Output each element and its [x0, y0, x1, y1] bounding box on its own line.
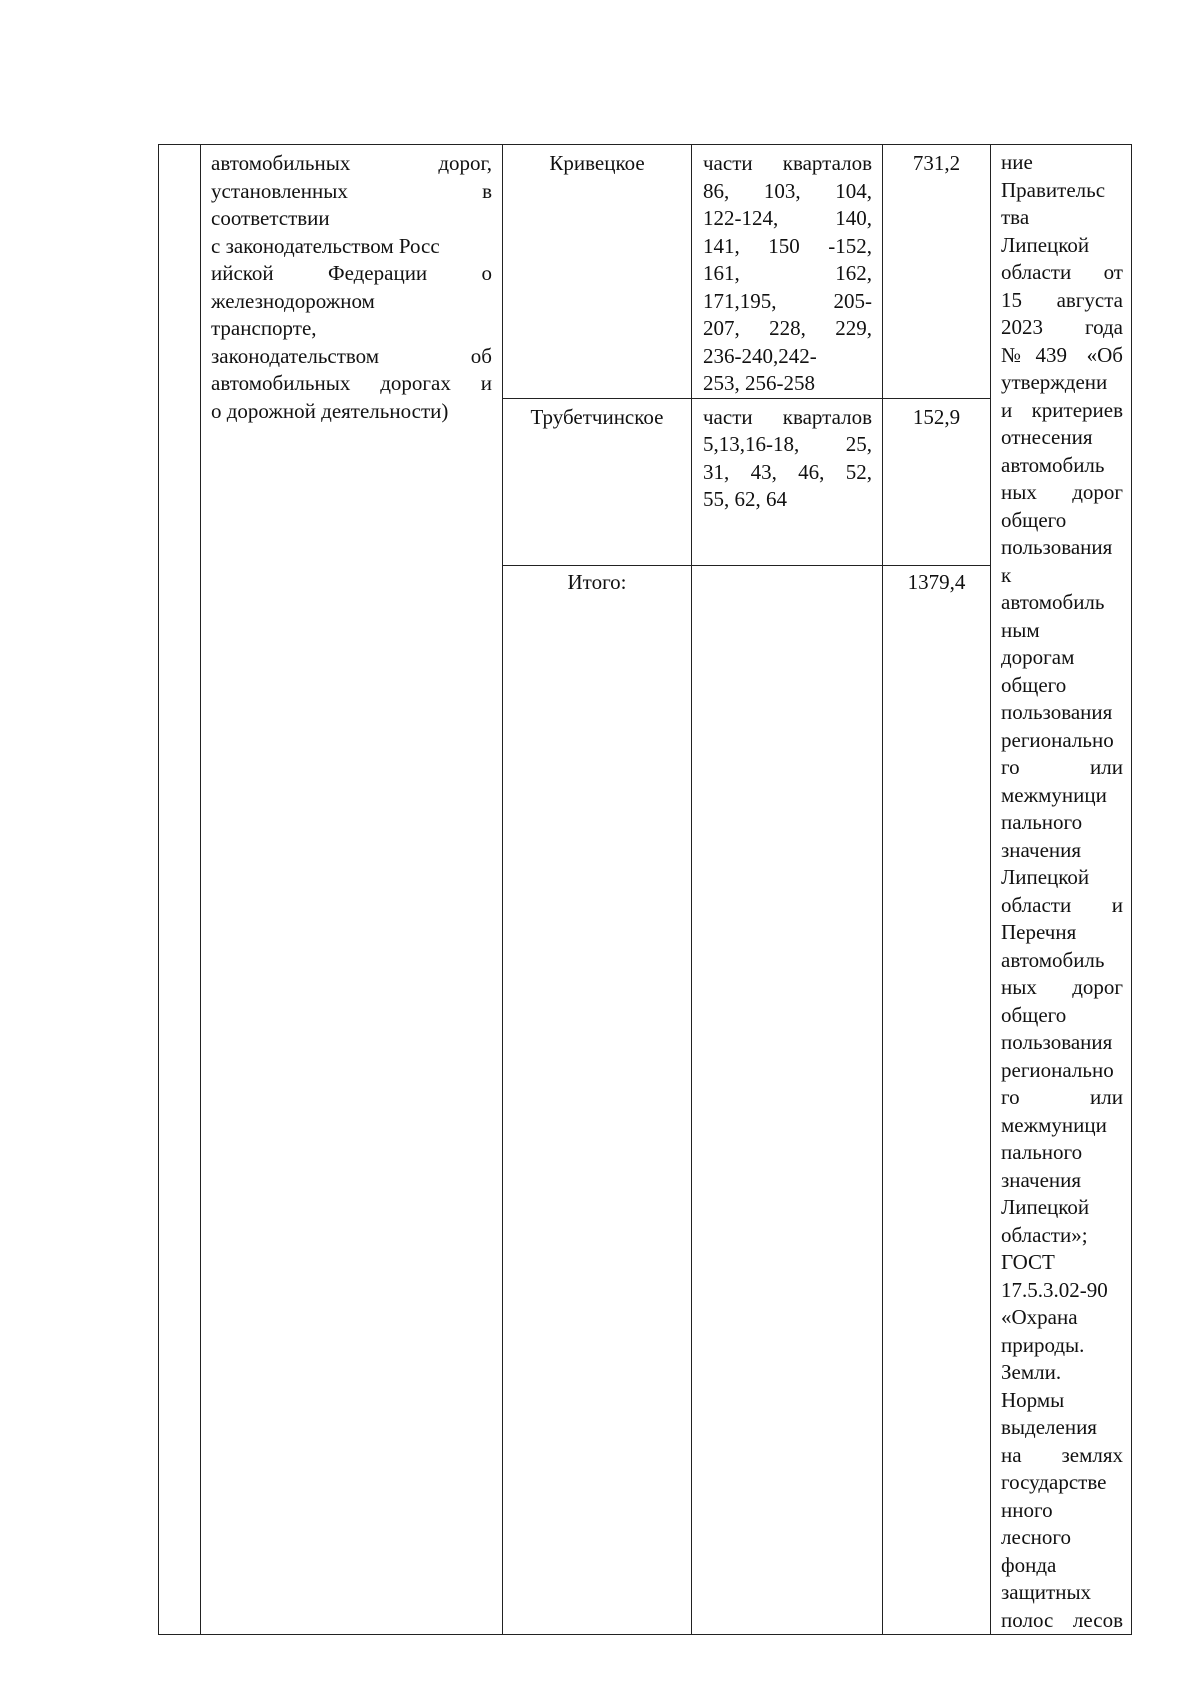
- quarters-line: 122-124, 140,: [703, 206, 872, 230]
- basis-line: значения: [1001, 837, 1082, 862]
- total-value: 1379,4: [907, 569, 966, 594]
- area-cell: [883, 398, 991, 565]
- forestry-name: Трубетчинское: [530, 404, 664, 429]
- quarters-line: 171,195, 205-: [703, 288, 872, 313]
- basis-line: лесного: [1001, 1525, 1071, 1549]
- quarters-line: 86, 103, 104,: [703, 178, 872, 203]
- basis-line: пального: [1001, 810, 1083, 834]
- description-cell: [201, 145, 503, 1635]
- forestry-cell: [503, 145, 692, 399]
- basis-line: регионально: [1001, 1057, 1114, 1082]
- basis-line: и критериев: [1001, 397, 1123, 422]
- basis-line: ных дорог: [1001, 975, 1123, 999]
- quarters-line: 161, 162,: [703, 261, 872, 285]
- basis-line: общего: [1001, 672, 1067, 697]
- document-table: [158, 144, 1132, 1635]
- quarters-cell: [692, 398, 883, 565]
- basis-line: тва: [1001, 205, 1030, 229]
- basis-line: фонда: [1001, 1552, 1057, 1577]
- basis-text: [991, 145, 1131, 1634]
- quarters-line: 207, 228, 229,: [703, 316, 872, 340]
- forestry-cell: [503, 398, 692, 565]
- basis-line: Правительс: [1001, 177, 1106, 202]
- basis-line: Нормы: [1001, 1387, 1065, 1412]
- basis-line: государстве: [1001, 1470, 1107, 1494]
- basis-line: нного: [1001, 1497, 1053, 1522]
- area-cell: [883, 145, 991, 399]
- area-value: 731,2: [912, 151, 961, 175]
- total-label-cell: [503, 565, 692, 1635]
- quarters-line: 141, 150 -152,: [703, 233, 872, 258]
- basis-line: Липецкой: [1001, 1195, 1090, 1219]
- basis-line: утверждени: [1001, 370, 1108, 394]
- quarters-line: 31, 43, 46, 52,: [703, 459, 872, 484]
- basis-line: полос лесов: [1001, 1607, 1123, 1632]
- basis-line: ние: [1001, 150, 1033, 174]
- basis-line: общего: [1001, 1002, 1067, 1027]
- basis-line: Перечня: [1001, 920, 1077, 944]
- basis-line: автомобиль: [1001, 947, 1105, 972]
- quarters-line: 236-240,242-: [703, 343, 817, 368]
- basis-line: пользования: [1001, 535, 1113, 559]
- number-cell: [159, 145, 201, 1635]
- forestry-name: Кривецкое: [549, 151, 645, 175]
- basis-line: пользования: [1001, 1030, 1113, 1054]
- basis-line: межмуници: [1001, 782, 1107, 807]
- basis-line: области от: [1001, 260, 1123, 284]
- basis-line: к: [1001, 562, 1012, 587]
- total-label: Итого:: [567, 569, 627, 594]
- basis-line: №439 «Об: [1001, 342, 1123, 367]
- basis-line: ных дорог: [1001, 480, 1123, 504]
- quarters-line: 55, 62, 64: [703, 487, 787, 511]
- basis-cell: [991, 145, 1132, 1635]
- quarters-line: части кварталов: [703, 151, 872, 175]
- quarters-line: 5,13,16-18, 25,: [703, 432, 872, 456]
- basis-line: области»;: [1001, 1222, 1088, 1247]
- basis-line: 15 августа: [1001, 287, 1123, 312]
- total-value-cell: [883, 565, 991, 1635]
- basis-line: пального: [1001, 1140, 1083, 1164]
- basis-line: 17.5.3.02-90: [1001, 1277, 1108, 1302]
- description-line: автомобильных дорогах и: [211, 371, 492, 395]
- basis-line: на землях: [1001, 1442, 1123, 1467]
- basis-line: ным: [1001, 617, 1040, 642]
- basis-line: общего: [1001, 507, 1067, 532]
- basis-line: ГОСТ: [1001, 1250, 1055, 1274]
- basis-line: автомобиль: [1001, 590, 1105, 614]
- basis-line: дорогам: [1001, 645, 1075, 669]
- basis-line: межмуници: [1001, 1112, 1107, 1137]
- basis-line: значения: [1001, 1167, 1082, 1192]
- basis-line: Земли.: [1001, 1360, 1062, 1384]
- basis-line: «Охрана: [1001, 1305, 1078, 1329]
- basis-line: отнесения: [1001, 425, 1093, 449]
- basis-line: го или: [1001, 755, 1123, 779]
- description-line: транспорте,: [211, 316, 317, 340]
- basis-line: автомобиль: [1001, 452, 1105, 477]
- basis-line: го или: [1001, 1085, 1123, 1109]
- basis-line: регионально: [1001, 727, 1114, 752]
- area-value: 152,9: [912, 404, 961, 429]
- basis-line: пользования: [1001, 700, 1113, 724]
- basis-line: области и: [1001, 892, 1123, 917]
- description-line: законодательством об: [211, 343, 492, 368]
- description-line: соответствии: [211, 206, 330, 230]
- basis-line: защитных: [1001, 1580, 1092, 1604]
- quarters-line: части кварталов: [703, 404, 872, 429]
- description-line: установленных в: [211, 178, 492, 203]
- total-quarters-cell: [692, 565, 883, 1635]
- quarters-line: 253, 256-258: [703, 371, 815, 395]
- quarters-cell: [692, 145, 883, 399]
- description-line: автомобильных дорог,: [211, 151, 492, 175]
- description-line: с законодательством Росс: [211, 233, 440, 258]
- basis-line: выделения: [1001, 1415, 1097, 1439]
- basis-line: Липецкой: [1001, 232, 1090, 257]
- basis-line: Липецкой: [1001, 865, 1090, 889]
- description-line: железнодорожном: [211, 288, 375, 313]
- description-line: о дорожной деятельности): [211, 398, 449, 423]
- basis-line: 2023 года: [1001, 315, 1123, 339]
- description-line: ийской Федерации о: [211, 261, 492, 285]
- basis-line: природы.: [1001, 1332, 1085, 1357]
